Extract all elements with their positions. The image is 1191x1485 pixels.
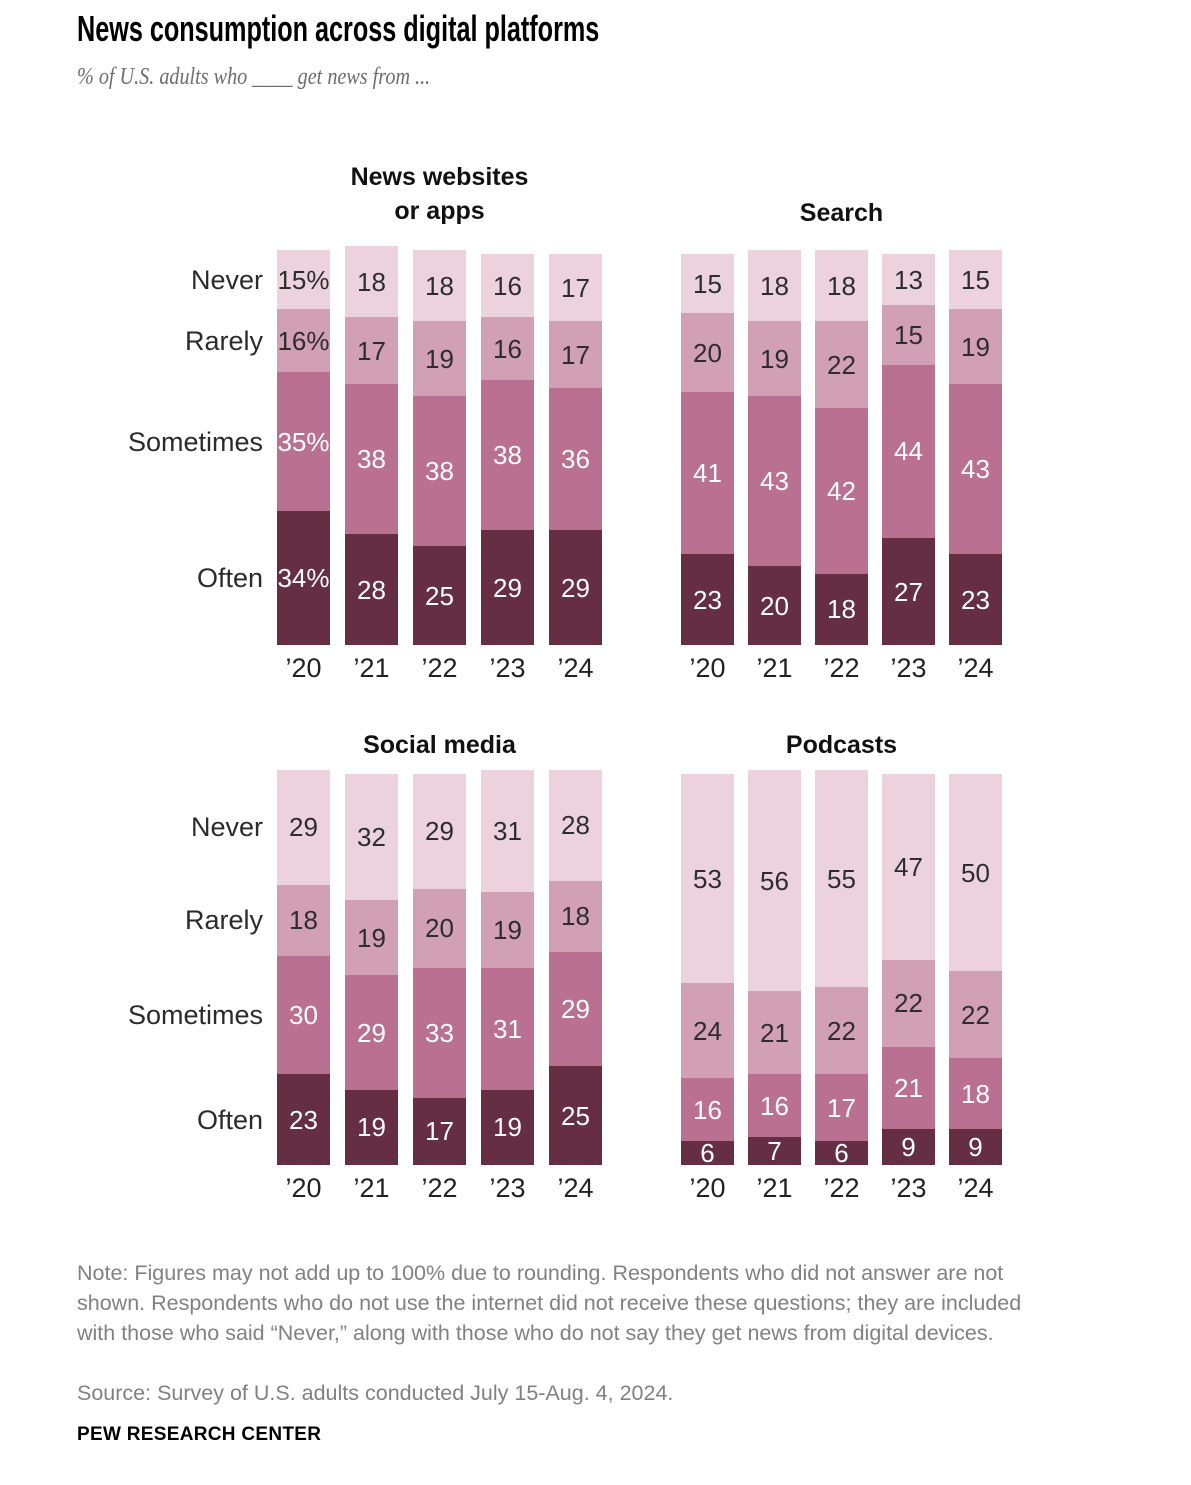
value-label: 25: [561, 1100, 590, 1131]
row-label-often: Often: [196, 562, 263, 593]
value-label: 7: [767, 1136, 782, 1167]
segment-often: [882, 1129, 935, 1165]
segment-sometimes: [481, 380, 534, 530]
value-label: 31: [493, 1013, 522, 1044]
value-label: 44: [894, 436, 923, 467]
segment-often: [949, 1129, 1002, 1165]
value-label: 43: [961, 454, 990, 485]
x-tick-label: ’23: [489, 653, 526, 683]
brand-wordmark: PEW RESEARCH CENTER: [77, 1424, 322, 1445]
segment-rarely: [481, 317, 534, 380]
segment-rarely: [277, 885, 330, 956]
segment-never: [549, 254, 602, 321]
segment-often: [815, 1138, 868, 1169]
value-label: 41: [693, 458, 722, 489]
bar-24: [949, 250, 1002, 645]
value-label: 16%: [277, 325, 330, 356]
x-tick-label: ’22: [823, 653, 860, 683]
segment-sometimes: [949, 1058, 1002, 1129]
value-label: 28: [357, 574, 386, 605]
value-label: 24: [693, 1015, 722, 1046]
bar-20: [277, 770, 330, 1165]
value-label: 9: [968, 1132, 983, 1163]
value-label: 29: [357, 1017, 386, 1048]
value-label: 22: [894, 988, 923, 1019]
value-label: 18: [961, 1078, 990, 1109]
value-label: 55: [827, 863, 856, 894]
row-label-never: Never: [190, 264, 263, 295]
value-label: 29: [561, 572, 590, 603]
segment-never: [949, 774, 1002, 972]
bar-22: [413, 774, 466, 1165]
segment-sometimes: [277, 372, 330, 510]
x-axis: [681, 1173, 1002, 1203]
segment-never: [949, 250, 1002, 309]
x-tick-label: ’21: [353, 653, 390, 683]
segment-often: [481, 530, 534, 645]
value-label: 17: [425, 1116, 454, 1147]
value-label: 19: [961, 331, 990, 362]
bar-21: [345, 774, 398, 1165]
x-tick-label: ’21: [353, 1173, 390, 1203]
value-label: 15: [961, 264, 990, 295]
chart-podcasts: [681, 680, 1002, 1203]
x-tick-label: ’22: [421, 1173, 458, 1203]
value-label: 22: [827, 349, 856, 380]
segment-often: [277, 1074, 330, 1165]
segment-often: [949, 554, 1002, 645]
value-label: 18: [561, 901, 590, 932]
bar-23: [882, 254, 935, 645]
source-line: Source: Survey of U.S. adults conducted July 15-Aug. 4, 2024.: [77, 1381, 674, 1405]
segment-often: [413, 546, 466, 645]
bar-20: [277, 250, 330, 645]
x-tick-label: ’22: [823, 1173, 860, 1203]
segment-often: [748, 1137, 801, 1165]
segment-never: [882, 254, 935, 305]
segment-often: [748, 566, 801, 645]
value-label: 18: [760, 270, 789, 301]
value-label: 15%: [277, 264, 330, 295]
value-label: 19: [357, 922, 386, 953]
segment-often: [549, 530, 602, 645]
chart-title-line: News websites: [350, 163, 529, 191]
value-label: 21: [760, 1017, 789, 1048]
value-label: 33: [425, 1017, 454, 1048]
x-tick-label: ’21: [756, 1173, 793, 1203]
value-label: 19: [493, 1112, 522, 1143]
segment-rarely: [681, 983, 734, 1078]
chart-title-line: Podcasts: [785, 731, 898, 759]
chart-search: [681, 160, 1002, 683]
segment-sometimes: [748, 1074, 801, 1137]
value-label: 23: [289, 1104, 318, 1135]
x-tick-label: ’24: [957, 1173, 994, 1203]
segment-rarely: [413, 321, 466, 396]
plot-area: [681, 250, 1002, 645]
segment-sometimes: [815, 1074, 868, 1141]
x-tick-label: ’24: [957, 653, 994, 683]
segment-rarely: [949, 971, 1002, 1058]
value-label: 53: [693, 863, 722, 894]
value-label: 30: [289, 999, 318, 1030]
x-tick-label: ’20: [285, 653, 322, 683]
value-label: 6: [834, 1138, 849, 1169]
value-label: 15: [894, 319, 923, 350]
x-tick-label: ’23: [489, 1173, 526, 1203]
chart-title-line: Search: [799, 199, 884, 227]
value-label: 18: [357, 266, 386, 297]
segment-often: [345, 1090, 398, 1165]
segment-often: [481, 1090, 534, 1165]
x-tick-label: ’20: [285, 1173, 322, 1203]
bar-24: [949, 774, 1002, 1165]
x-tick-label: ’20: [689, 1173, 726, 1203]
plot-area: [277, 770, 602, 1165]
value-label: 17: [561, 272, 590, 303]
value-label: 19: [425, 343, 454, 374]
segment-never: [815, 770, 868, 987]
chart-title: [277, 728, 602, 762]
segment-sometimes: [681, 392, 734, 554]
segment-sometimes: [549, 952, 602, 1067]
value-label: 16: [693, 1094, 722, 1125]
value-label: 29: [493, 572, 522, 603]
row-label-sometimes: Sometimes: [127, 999, 263, 1030]
value-label: 34%: [277, 562, 330, 593]
row-label-often: Often: [196, 1104, 263, 1135]
segment-never: [277, 770, 330, 885]
bar-22: [413, 250, 466, 645]
value-label: 32: [357, 822, 386, 853]
bar-20: [681, 774, 734, 1169]
segment-rarely: [815, 321, 868, 408]
segment-rarely: [748, 321, 801, 396]
value-label: 18: [827, 270, 856, 301]
segment-rarely: [345, 900, 398, 975]
value-label: 16: [493, 333, 522, 364]
bar-22: [815, 770, 868, 1169]
segment-never: [413, 250, 466, 321]
value-label: 35%: [277, 426, 330, 457]
value-label: 29: [425, 816, 454, 847]
chart-title: [681, 196, 1002, 230]
segment-often: [345, 534, 398, 645]
segment-never: [681, 254, 734, 313]
value-label: 27: [894, 576, 923, 607]
segment-sometimes: [345, 975, 398, 1090]
segment-often: [681, 1138, 734, 1169]
page-subtitle: % of U.S. adults who ____ get news from ...: [77, 64, 431, 90]
value-label: 17: [827, 1092, 856, 1123]
segment-never: [549, 770, 602, 881]
chart-title: [681, 728, 1002, 762]
segment-rarely: [413, 889, 466, 968]
segment-rarely: [549, 881, 602, 952]
chart-news-websites: [127, 160, 602, 683]
segment-often: [277, 511, 330, 645]
segment-sometimes: [882, 1047, 935, 1130]
bar-24: [549, 254, 602, 645]
x-tick-label: ’23: [890, 653, 927, 683]
value-label: 38: [493, 440, 522, 471]
segment-often: [681, 554, 734, 645]
value-label: 17: [561, 339, 590, 370]
row-label-never: Never: [190, 812, 263, 843]
bar-20: [681, 254, 734, 645]
value-label: 9: [901, 1132, 916, 1163]
segment-often: [815, 574, 868, 645]
segment-often: [413, 1098, 466, 1165]
segment-rarely: [481, 892, 534, 967]
value-label: 18: [827, 594, 856, 625]
value-label: 28: [561, 810, 590, 841]
x-axis: [277, 1173, 602, 1203]
value-label: 18: [289, 905, 318, 936]
value-label: 29: [289, 812, 318, 843]
value-label: 31: [493, 816, 522, 847]
value-label: 15: [693, 268, 722, 299]
chart-title: [277, 160, 602, 228]
value-label: 29: [561, 993, 590, 1024]
segment-sometimes: [748, 396, 801, 566]
bar-23: [882, 774, 935, 1165]
value-label: 19: [357, 1112, 386, 1143]
segment-never: [345, 246, 398, 317]
value-label: 22: [961, 999, 990, 1030]
segment-never: [413, 774, 466, 889]
segment-sometimes: [413, 968, 466, 1098]
bar-21: [748, 770, 801, 1165]
value-label: 23: [693, 584, 722, 615]
segment-never: [481, 770, 534, 892]
value-label: 16: [493, 270, 522, 301]
value-label: 56: [760, 865, 789, 896]
segment-rarely: [748, 991, 801, 1074]
value-label: 22: [827, 1015, 856, 1046]
bar-24: [549, 770, 602, 1165]
bar-23: [481, 254, 534, 645]
x-axis: [681, 653, 1002, 683]
bar-22: [815, 250, 868, 645]
value-label: 20: [425, 913, 454, 944]
segment-never: [481, 254, 534, 317]
value-label: 36: [561, 444, 590, 475]
row-label-sometimes: Sometimes: [127, 426, 263, 457]
segment-rarely: [882, 305, 935, 364]
value-label: 43: [760, 466, 789, 497]
chart-social-media: [127, 680, 602, 1203]
x-axis: [277, 653, 602, 683]
segment-often: [549, 1066, 602, 1165]
segment-sometimes: [882, 365, 935, 539]
segment-never: [882, 774, 935, 960]
segment-rarely: [681, 313, 734, 392]
segment-rarely: [549, 321, 602, 388]
segment-rarely: [882, 960, 935, 1047]
value-label: 38: [357, 444, 386, 475]
plot-area: [681, 770, 1002, 1169]
value-label: 25: [425, 580, 454, 611]
x-tick-label: ’21: [756, 653, 793, 683]
segment-sometimes: [815, 408, 868, 574]
value-label: 16: [760, 1090, 789, 1121]
value-label: 42: [827, 475, 856, 506]
segment-never: [748, 250, 801, 321]
segment-never: [277, 250, 330, 309]
value-label: 20: [760, 590, 789, 621]
segment-rarely: [345, 317, 398, 384]
plot-area: [277, 246, 602, 645]
value-label: 20: [693, 337, 722, 368]
segment-sometimes: [413, 396, 466, 546]
row-label-rarely: Rarely: [184, 905, 263, 936]
segment-sometimes: [345, 384, 398, 534]
x-tick-label: ’24: [557, 1173, 594, 1203]
x-tick-label: ’22: [421, 653, 458, 683]
segment-sometimes: [549, 388, 602, 530]
segment-never: [681, 774, 734, 983]
row-label-rarely: Rarely: [184, 325, 263, 356]
segment-never: [345, 774, 398, 900]
value-label: 18: [425, 270, 454, 301]
value-label: 21: [894, 1072, 923, 1103]
segment-never: [815, 250, 868, 321]
segment-never: [748, 770, 801, 991]
value-label: 19: [760, 343, 789, 374]
value-label: 38: [425, 456, 454, 487]
segment-sometimes: [277, 956, 330, 1075]
segment-sometimes: [481, 968, 534, 1090]
value-label: 13: [894, 264, 923, 295]
segment-often: [882, 538, 935, 645]
x-tick-label: ’20: [689, 653, 726, 683]
value-label: 17: [357, 335, 386, 366]
page-title: News consumption across digital platforms: [77, 8, 600, 49]
segment-rarely: [815, 987, 868, 1074]
segment-sometimes: [681, 1078, 734, 1141]
footnote: Note: Figures may not add up to 100% due to rounding. Respondents who did not answer are not shown. Respondents who do not use the internet did not receive these questions; they are included with those who said “Never,” along with those who do not say they get news from digital devices.: [77, 1261, 1022, 1345]
chart-title-line: Social media: [363, 731, 516, 759]
value-label: 47: [894, 851, 923, 882]
value-label: 50: [961, 857, 990, 888]
bar-21: [748, 250, 801, 645]
value-label: 19: [493, 914, 522, 945]
x-tick-label: ’24: [557, 653, 594, 683]
segment-rarely: [949, 309, 1002, 384]
segment-sometimes: [949, 384, 1002, 554]
value-label: 6: [700, 1138, 715, 1169]
x-tick-label: ’23: [890, 1173, 927, 1203]
bar-23: [481, 770, 534, 1165]
bar-21: [345, 246, 398, 645]
chart-title-line: or apps: [394, 197, 485, 225]
segment-rarely: [277, 309, 330, 372]
value-label: 23: [961, 584, 990, 615]
